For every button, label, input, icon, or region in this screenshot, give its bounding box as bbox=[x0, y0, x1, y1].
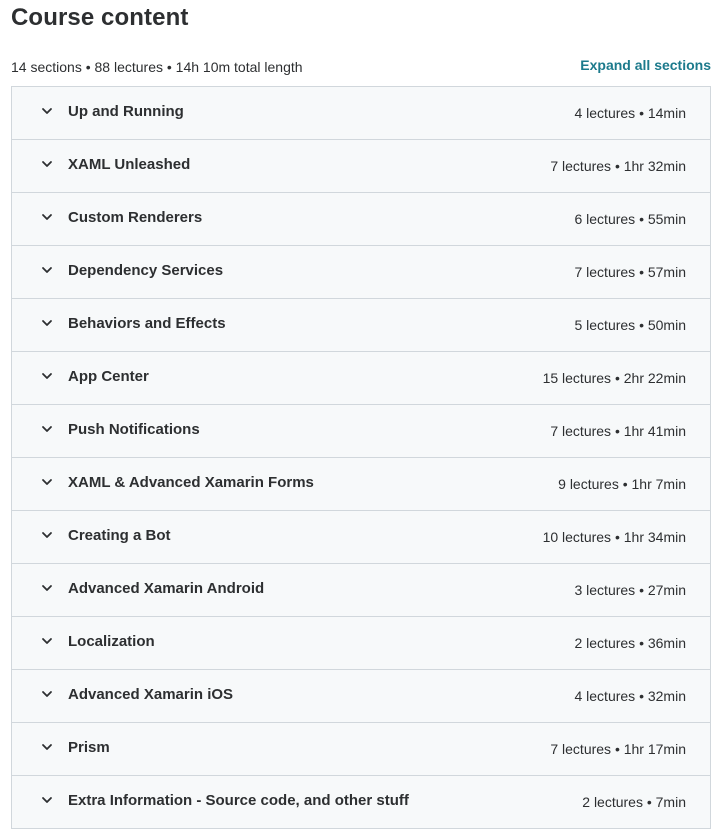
section-title: Creating a Bot bbox=[68, 527, 171, 544]
section-row[interactable] bbox=[12, 617, 710, 670]
chevron-down-icon[interactable] bbox=[40, 740, 54, 754]
chevron-down-icon[interactable] bbox=[40, 687, 54, 701]
section-row[interactable] bbox=[12, 564, 710, 617]
section-meta: 7 lectures • 57min bbox=[574, 264, 686, 280]
chevron-down-icon[interactable] bbox=[40, 369, 54, 383]
section-title: Prism bbox=[68, 739, 110, 756]
section-meta: 9 lectures • 1hr 7min bbox=[558, 476, 686, 492]
section-meta: 5 lectures • 50min bbox=[574, 317, 686, 333]
section-row[interactable] bbox=[12, 246, 710, 299]
section-meta: 7 lectures • 1hr 41min bbox=[550, 423, 686, 439]
section-row[interactable] bbox=[12, 87, 710, 140]
section-meta: 6 lectures • 55min bbox=[574, 211, 686, 227]
section-title: Custom Renderers bbox=[68, 209, 203, 226]
section-row[interactable] bbox=[12, 405, 710, 458]
section-title: Behaviors and Effects bbox=[68, 315, 226, 332]
section-meta: 4 lectures • 32min bbox=[574, 688, 686, 704]
section-title: Dependency Services bbox=[68, 262, 224, 279]
section-row[interactable] bbox=[12, 723, 710, 776]
course-summary: 14 sections • 88 lectures • 14h 10m total length bbox=[11, 59, 303, 75]
section-title: Advanced Xamarin Android bbox=[68, 580, 265, 597]
section-title: XAML Unleashed bbox=[68, 156, 191, 173]
chevron-down-icon[interactable] bbox=[40, 263, 54, 277]
section-meta: 2 lectures • 7min bbox=[582, 794, 686, 810]
section-meta: 10 lectures • 1hr 34min bbox=[542, 529, 686, 545]
section-title: App Center bbox=[68, 368, 149, 385]
chevron-down-icon[interactable] bbox=[40, 634, 54, 648]
chevron-down-icon[interactable] bbox=[40, 316, 54, 330]
sections-list bbox=[11, 86, 711, 829]
section-row[interactable] bbox=[12, 776, 710, 829]
chevron-down-icon[interactable] bbox=[40, 104, 54, 118]
page-title: Course content bbox=[11, 4, 189, 31]
section-title: Localization bbox=[68, 633, 155, 650]
section-row[interactable] bbox=[12, 299, 710, 352]
section-meta: 3 lectures • 27min bbox=[574, 582, 686, 598]
section-meta: 4 lectures • 14min bbox=[574, 105, 686, 121]
chevron-down-icon[interactable] bbox=[40, 210, 54, 224]
section-row[interactable] bbox=[12, 193, 710, 246]
chevron-down-icon[interactable] bbox=[40, 475, 54, 489]
chevron-down-icon[interactable] bbox=[40, 793, 54, 807]
section-title: Push Notifications bbox=[68, 421, 200, 438]
section-row[interactable] bbox=[12, 140, 710, 193]
section-row[interactable] bbox=[12, 352, 710, 405]
chevron-down-icon[interactable] bbox=[40, 528, 54, 542]
section-row[interactable] bbox=[12, 670, 710, 723]
section-meta: 7 lectures • 1hr 17min bbox=[550, 741, 686, 757]
expand-all-sections-button[interactable]: Expand all sections bbox=[580, 57, 711, 73]
section-row[interactable] bbox=[12, 511, 710, 564]
section-meta: 7 lectures • 1hr 32min bbox=[550, 158, 686, 174]
section-meta: 15 lectures • 2hr 22min bbox=[542, 370, 686, 386]
section-title: Advanced Xamarin iOS bbox=[68, 686, 234, 703]
section-title: Extra Information - Source code, and other stuff bbox=[68, 792, 409, 809]
chevron-down-icon[interactable] bbox=[40, 422, 54, 436]
summary-row bbox=[11, 57, 711, 77]
section-title: Up and Running bbox=[68, 103, 184, 120]
chevron-down-icon[interactable] bbox=[40, 581, 54, 595]
section-title: XAML & Advanced Xamarin Forms bbox=[68, 474, 314, 491]
chevron-down-icon[interactable] bbox=[40, 157, 54, 171]
section-row[interactable] bbox=[12, 458, 710, 511]
section-meta: 2 lectures • 36min bbox=[574, 635, 686, 651]
